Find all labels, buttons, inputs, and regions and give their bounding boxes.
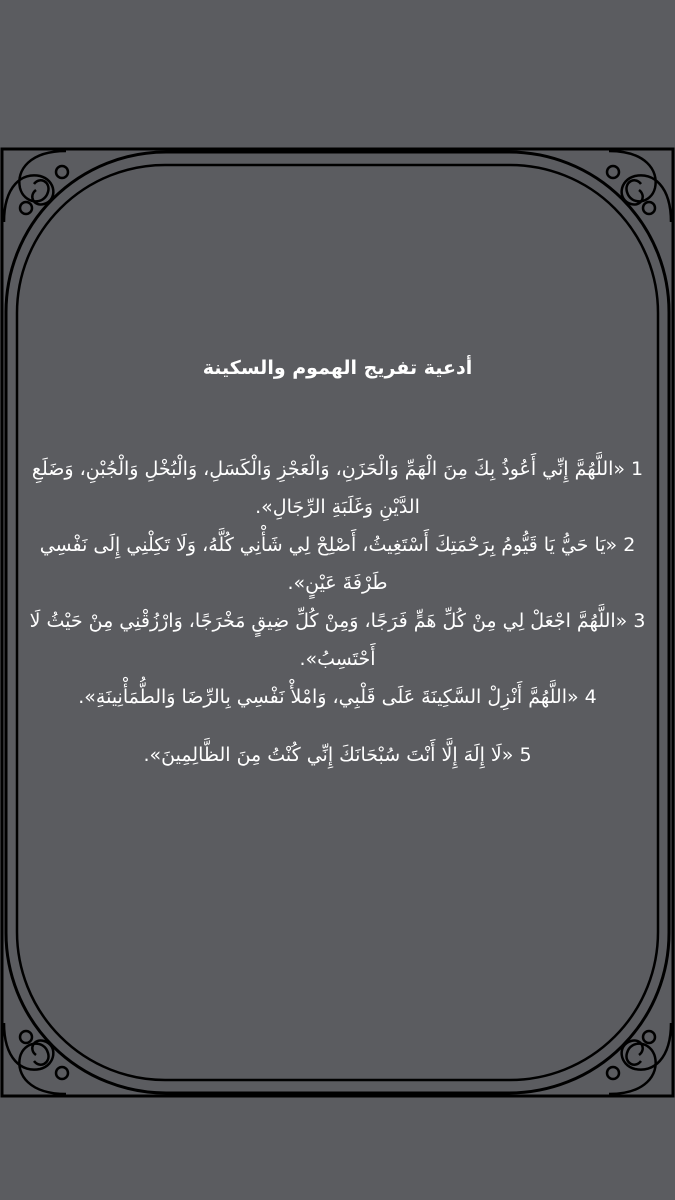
dua-item-1: 1 «اللَّهُمَّ إِنِّي أَعُوذُ بِكَ مِنَ الْهَمِّ وَالْحَزَنِ، وَالْعَجْزِ وَالْكَسَلِ، وَالْبُخْلِ وَالْجُبْنِ، وَضَلَعِ الدَّيْنِ وَغَلَبَةِ الرِّجَالِ». xyxy=(31,458,644,518)
page-title: أدعية تفريج الهموم والسكينة xyxy=(202,357,473,379)
content-area xyxy=(16,340,659,774)
duas-list xyxy=(16,450,659,774)
dua-item-2: 2 «يَا حَيُّ يَا قَيُّومُ بِرَحْمَتِكَ أَسْتَغِيثُ، أَصْلِحْ لِي شَأْنِي كُلَّهُ، وَلَا تَكِلْنِي إِلَى نَفْسِي طَرْفَةَ عَيْنٍ». xyxy=(39,534,636,594)
dua-item-5: 5 «لَا إِلَهَ إِلَّا أَنْتَ سُبْحَانَكَ إِنِّي كُنْتُ مِنَ الظَّالِمِينَ». xyxy=(143,744,532,766)
dua-item-3: 3 «اللَّهُمَّ اجْعَلْ لِي مِنْ كُلِّ هَمٍّ فَرَجًا، وَمِنْ كُلِّ ضِيقٍ مَخْرَجًا، وَارْزُقْنِي مِنْ حَيْثُ لَا أَحْتَسِبُ». xyxy=(29,610,646,670)
dua-item-4: 4 «اللَّهُمَّ أَنْزِلْ السَّكِينَةَ عَلَى قَلْبِي، وَامْلأْ نَفْسِي بِالرِّضَا وَالطُّمَأْنِينَةِ». xyxy=(78,686,597,708)
